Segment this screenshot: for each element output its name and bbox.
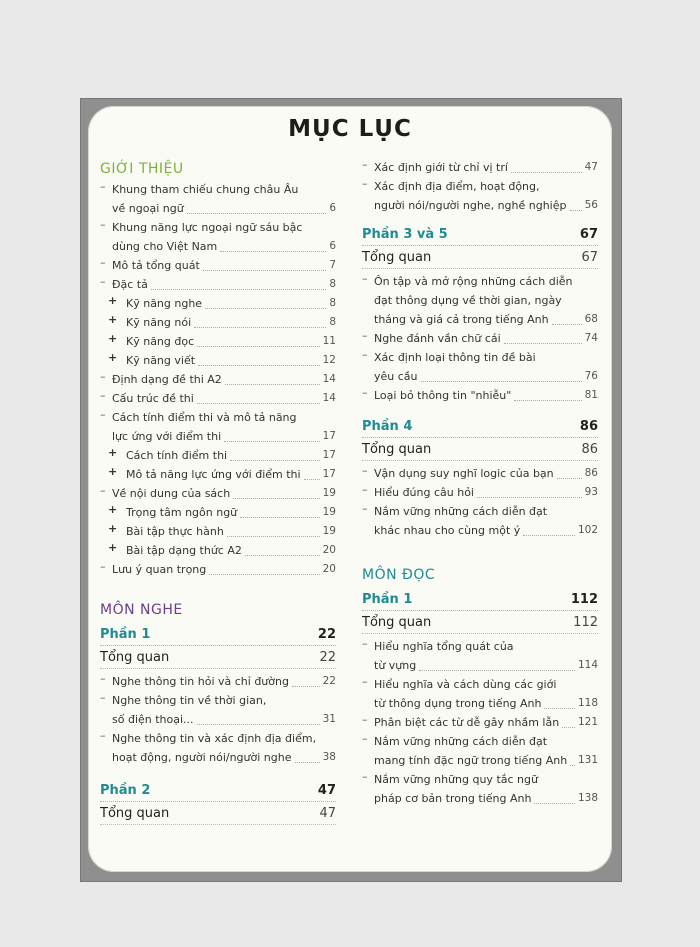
dot-leader bbox=[295, 762, 320, 763]
entry-text: Kỹ năng nói bbox=[126, 316, 192, 329]
overview-page: 67 bbox=[581, 250, 598, 265]
dash-bullet-icon: – bbox=[100, 256, 106, 269]
dot-leader bbox=[197, 403, 320, 404]
entry-page: 114 bbox=[577, 659, 598, 671]
toc-entry bbox=[362, 502, 598, 540]
entry-page: 12 bbox=[322, 354, 336, 366]
entry-text: Kỹ năng nghe bbox=[126, 297, 203, 310]
dash-bullet-icon: – bbox=[362, 386, 368, 399]
dot-leader bbox=[198, 365, 320, 366]
part-page: 22 bbox=[317, 627, 336, 642]
entry-text: về ngoại ngữ bbox=[112, 202, 184, 215]
overview-row bbox=[362, 613, 598, 634]
entry-text: số điện thoại... bbox=[112, 713, 194, 726]
dot-leader bbox=[557, 478, 582, 479]
toc-entry bbox=[100, 484, 336, 503]
toc-entry bbox=[362, 637, 598, 675]
overview-label: Tổng quan bbox=[100, 806, 170, 821]
entry-text: Nghe thông tin về thời gian, bbox=[112, 694, 267, 707]
entry-text: Hiểu nghĩa tổng quát của bbox=[374, 640, 514, 653]
dot-leader bbox=[197, 724, 320, 725]
toc-entry bbox=[100, 332, 336, 351]
entry-page: 8 bbox=[329, 316, 336, 328]
entry-text: từ thông dụng trong tiếng Anh bbox=[374, 697, 542, 710]
entry-text: Lưu ý quan trọng bbox=[112, 563, 207, 576]
entry-text: từ vựng bbox=[374, 659, 417, 672]
toc-entry bbox=[100, 729, 336, 767]
entry-page: 131 bbox=[577, 754, 598, 766]
toc-entry bbox=[100, 503, 336, 522]
entry-page: 76 bbox=[584, 370, 598, 382]
entry-page: 102 bbox=[577, 524, 598, 536]
dot-leader bbox=[245, 555, 320, 556]
entry-text: Khung tham chiếu chung châu Âu bbox=[112, 183, 299, 196]
toc-entry bbox=[362, 770, 598, 808]
overview-label: Tổng quan bbox=[100, 650, 170, 665]
dash-bullet-icon: – bbox=[100, 729, 106, 742]
dot-leader bbox=[240, 517, 319, 518]
entry-page: 56 bbox=[584, 199, 598, 211]
entry-page: 86 bbox=[584, 467, 598, 479]
entry-page: 17 bbox=[322, 468, 336, 480]
entry-text: mang tính đặc ngữ trong tiếng Anh bbox=[374, 754, 568, 767]
entry-page: 8 bbox=[329, 297, 336, 309]
dash-bullet-icon: – bbox=[362, 502, 368, 515]
dash-bullet-icon: – bbox=[362, 158, 368, 171]
dash-bullet-icon: – bbox=[100, 408, 106, 421]
entry-text: Nắm vững những cách diễn đạt bbox=[374, 505, 548, 518]
entry-page: 19 bbox=[322, 525, 336, 537]
section-heading-listening: MÔN NGHE bbox=[100, 602, 183, 618]
toc-entry bbox=[100, 691, 336, 729]
entry-text: Nắm vững những cách diễn đạt bbox=[374, 735, 548, 748]
dash-bullet-icon: – bbox=[362, 675, 368, 688]
part-heading bbox=[100, 625, 336, 646]
dot-leader bbox=[562, 727, 575, 728]
entry-text: Kỹ năng viết bbox=[126, 354, 196, 367]
toc-entry bbox=[100, 294, 336, 313]
entry-page: 19 bbox=[322, 506, 336, 518]
dash-bullet-icon: – bbox=[362, 637, 368, 650]
entry-text: Phân biệt các từ dễ gây nhầm lẫn bbox=[374, 716, 560, 729]
entry-text: Mô tả tổng quát bbox=[112, 259, 200, 272]
entry-page: 81 bbox=[584, 389, 598, 401]
dot-leader bbox=[187, 213, 327, 214]
dot-leader bbox=[220, 251, 326, 252]
dot-leader bbox=[523, 535, 575, 536]
reading-part1-list bbox=[362, 637, 598, 808]
overview-label: Tổng quan bbox=[362, 442, 432, 457]
dot-leader bbox=[292, 686, 320, 687]
dot-leader bbox=[233, 498, 319, 499]
dot-leader bbox=[514, 400, 581, 401]
toc-entry bbox=[362, 483, 598, 502]
dot-leader bbox=[421, 381, 582, 382]
section-heading-intro: GIỚI THIỆU bbox=[100, 161, 184, 177]
toc-entry bbox=[100, 256, 336, 275]
plus-bullet-icon: + bbox=[108, 465, 118, 478]
part-heading bbox=[100, 781, 336, 802]
entry-text: Ôn tập và mở rộng những cách diễn bbox=[374, 275, 573, 288]
plus-bullet-icon: + bbox=[108, 446, 118, 459]
dash-bullet-icon: – bbox=[362, 483, 368, 496]
overview-row bbox=[100, 648, 336, 669]
entry-page: 31 bbox=[322, 713, 336, 725]
toc-entry bbox=[100, 180, 336, 218]
overview-page: 112 bbox=[573, 615, 598, 630]
dot-leader bbox=[230, 460, 320, 461]
part-label: Phần 1 bbox=[100, 627, 151, 642]
part-label: Phần 4 bbox=[362, 419, 413, 434]
entry-text: Hiểu nghĩa và cách dùng các giới bbox=[374, 678, 557, 691]
dot-leader bbox=[552, 324, 582, 325]
entry-page: 22 bbox=[322, 675, 336, 687]
toc-entry bbox=[100, 218, 336, 256]
dash-bullet-icon: – bbox=[362, 348, 368, 361]
toc-entry bbox=[100, 522, 336, 541]
entry-text: Về nội dung của sách bbox=[112, 487, 231, 500]
overview-page: 22 bbox=[319, 650, 336, 665]
dot-leader bbox=[194, 327, 326, 328]
dot-leader bbox=[504, 343, 582, 344]
entry-text: Nghe thông tin và xác định địa điểm, bbox=[112, 732, 317, 745]
dot-leader bbox=[419, 670, 575, 671]
dash-bullet-icon: – bbox=[100, 691, 106, 704]
dash-bullet-icon: – bbox=[362, 272, 368, 285]
entry-page: 138 bbox=[577, 792, 598, 804]
entry-text: Vận dụng suy nghĩ logic của bạn bbox=[374, 467, 554, 480]
overview-row bbox=[362, 248, 598, 269]
entry-text: Cấu trúc đề thi bbox=[112, 392, 194, 405]
plus-bullet-icon: + bbox=[108, 313, 118, 326]
entry-page: 19 bbox=[322, 487, 336, 499]
entry-page: 17 bbox=[322, 430, 336, 442]
page-title: MỤC LỤC bbox=[288, 116, 412, 142]
dash-bullet-icon: – bbox=[362, 464, 368, 477]
toc-entry bbox=[100, 408, 336, 446]
entry-text: hoạt động, người nói/người nghe bbox=[112, 751, 292, 764]
dot-leader bbox=[151, 289, 326, 290]
entry-page: 47 bbox=[584, 161, 598, 173]
dash-bullet-icon: – bbox=[100, 218, 106, 231]
entry-page: 121 bbox=[577, 716, 598, 728]
entry-text: Đặc tả bbox=[112, 278, 148, 291]
overview-label: Tổng quan bbox=[362, 250, 432, 265]
part-heading bbox=[362, 417, 598, 438]
dot-leader bbox=[477, 497, 582, 498]
toc-entry bbox=[100, 275, 336, 294]
dash-bullet-icon: – bbox=[100, 370, 106, 383]
dash-bullet-icon: – bbox=[100, 672, 106, 685]
dot-leader bbox=[197, 346, 319, 347]
overview-page: 86 bbox=[581, 442, 598, 457]
dot-leader bbox=[534, 803, 574, 804]
part-page: 112 bbox=[570, 592, 598, 607]
dot-leader bbox=[304, 479, 320, 480]
overview-label: Tổng quan bbox=[362, 615, 432, 630]
part-heading bbox=[362, 590, 598, 611]
entry-text: yêu cầu bbox=[374, 370, 418, 383]
dash-bullet-icon: – bbox=[362, 713, 368, 726]
toc-entry bbox=[362, 272, 598, 329]
entry-text: Xác định giới từ chỉ vị trí bbox=[374, 161, 508, 174]
toc-entry bbox=[100, 446, 336, 465]
entry-text: Hiểu đúng câu hỏi bbox=[374, 486, 474, 499]
entry-page: 14 bbox=[322, 392, 336, 404]
dot-leader bbox=[570, 765, 575, 766]
entry-text: Định dạng đề thi A2 bbox=[112, 373, 222, 386]
entry-text: Nghe đánh vần chữ cái bbox=[374, 332, 501, 345]
toc-entry bbox=[100, 560, 336, 579]
part-heading bbox=[362, 225, 598, 246]
dash-bullet-icon: – bbox=[100, 180, 106, 193]
overview-page: 47 bbox=[319, 806, 336, 821]
dot-leader bbox=[203, 270, 327, 271]
dot-leader bbox=[205, 308, 326, 309]
entry-page: 20 bbox=[322, 563, 336, 575]
entry-page: 20 bbox=[322, 544, 336, 556]
entry-text: dùng cho Việt Nam bbox=[112, 240, 218, 253]
dot-leader bbox=[225, 384, 320, 385]
entry-text: Mô tả năng lực ứng với điểm thi bbox=[126, 468, 301, 481]
dash-bullet-icon: – bbox=[100, 484, 106, 497]
entry-text: đạt thông dụng về thời gian, ngày bbox=[374, 294, 562, 307]
entry-text: Nghe thông tin hỏi và chỉ đường bbox=[112, 675, 289, 688]
toc-entry bbox=[362, 348, 598, 386]
toc-entry bbox=[100, 672, 336, 691]
part-label: Phần 3 và 5 bbox=[362, 227, 448, 242]
entry-text: Bài tập thực hành bbox=[126, 525, 224, 538]
part35-list bbox=[362, 272, 598, 405]
entry-page: 93 bbox=[584, 486, 598, 498]
right-column bbox=[362, 158, 598, 808]
entry-page: 14 bbox=[322, 373, 336, 385]
toc-entry bbox=[362, 158, 598, 177]
toc-entry bbox=[100, 465, 336, 484]
part-page: 67 bbox=[579, 227, 598, 242]
left-column bbox=[100, 158, 336, 825]
plus-bullet-icon: + bbox=[108, 522, 118, 535]
entry-text: Cách tính điểm thi bbox=[126, 449, 228, 462]
plus-bullet-icon: + bbox=[108, 351, 118, 364]
part-page: 86 bbox=[579, 419, 598, 434]
dash-bullet-icon: – bbox=[362, 732, 368, 745]
plus-bullet-icon: + bbox=[108, 332, 118, 345]
overview-row bbox=[100, 804, 336, 825]
toc-entry bbox=[100, 389, 336, 408]
dash-bullet-icon: – bbox=[362, 177, 368, 190]
dot-leader bbox=[209, 574, 319, 575]
dot-leader bbox=[570, 210, 582, 211]
dash-bullet-icon: – bbox=[100, 389, 106, 402]
dot-leader bbox=[227, 536, 320, 537]
dash-bullet-icon: – bbox=[100, 275, 106, 288]
part-label: Phần 1 bbox=[362, 592, 413, 607]
entry-text: khác nhau cho cùng một ý bbox=[374, 524, 521, 537]
intro-list bbox=[100, 180, 336, 579]
entry-text: Nắm vững những quy tắc ngữ bbox=[374, 773, 538, 786]
toc-entry bbox=[362, 732, 598, 770]
entry-page: 6 bbox=[329, 240, 336, 252]
entry-page: 8 bbox=[329, 278, 336, 290]
entry-page: 38 bbox=[322, 751, 336, 763]
entry-text: Loại bỏ thông tin "nhiễu" bbox=[374, 389, 512, 402]
entry-page: 6 bbox=[329, 202, 336, 214]
toc-entry bbox=[362, 177, 598, 215]
entry-page: 74 bbox=[584, 332, 598, 344]
plus-bullet-icon: + bbox=[108, 503, 118, 516]
toc-entry bbox=[362, 329, 598, 348]
dash-bullet-icon: – bbox=[362, 770, 368, 783]
part-page: 47 bbox=[317, 783, 336, 798]
toc-entry bbox=[100, 313, 336, 332]
overview-row bbox=[362, 440, 598, 461]
dash-bullet-icon: – bbox=[362, 329, 368, 342]
entry-text: tháng và giá cả trong tiếng Anh bbox=[374, 313, 549, 326]
plus-bullet-icon: + bbox=[108, 541, 118, 554]
plus-bullet-icon: + bbox=[108, 294, 118, 307]
toc-entry bbox=[362, 713, 598, 732]
dot-leader bbox=[511, 172, 582, 173]
entry-page: 118 bbox=[577, 697, 598, 709]
entry-text: pháp cơ bản trong tiếng Anh bbox=[374, 792, 532, 805]
listening-part2-list bbox=[362, 158, 598, 215]
section-heading-reading: MÔN ĐỌC bbox=[362, 567, 436, 583]
dot-leader bbox=[544, 708, 574, 709]
entry-text: Trọng tâm ngôn ngữ bbox=[126, 506, 238, 519]
toc-entry bbox=[362, 464, 598, 483]
entry-text: lực ứng với điểm thi bbox=[112, 430, 222, 443]
dot-leader bbox=[224, 441, 319, 442]
toc-entry bbox=[100, 370, 336, 389]
part4-list bbox=[362, 464, 598, 540]
toc-entry bbox=[362, 675, 598, 713]
entry-text: Bài tập dạng thức A2 bbox=[126, 544, 242, 557]
toc-entry bbox=[100, 351, 336, 370]
entry-text: Khung năng lực ngoại ngữ sáu bậc bbox=[112, 221, 303, 234]
listening-part1-list bbox=[100, 672, 336, 767]
toc-entry bbox=[100, 541, 336, 560]
entry-text: Xác định địa điểm, hoạt động, bbox=[374, 180, 540, 193]
dash-bullet-icon: – bbox=[100, 560, 106, 573]
entry-page: 17 bbox=[322, 449, 336, 461]
toc-entry bbox=[362, 386, 598, 405]
entry-page: 7 bbox=[329, 259, 336, 271]
entry-text: Cách tính điểm thi và mô tả năng bbox=[112, 411, 297, 424]
entry-page: 11 bbox=[322, 335, 336, 347]
entry-text: Kỹ năng đọc bbox=[126, 335, 195, 348]
entry-text: Xác định loại thông tin đề bài bbox=[374, 351, 536, 364]
entry-page: 68 bbox=[584, 313, 598, 325]
entry-text: người nói/người nghe, nghề nghiệp bbox=[374, 199, 567, 212]
part-label: Phần 2 bbox=[100, 783, 151, 798]
